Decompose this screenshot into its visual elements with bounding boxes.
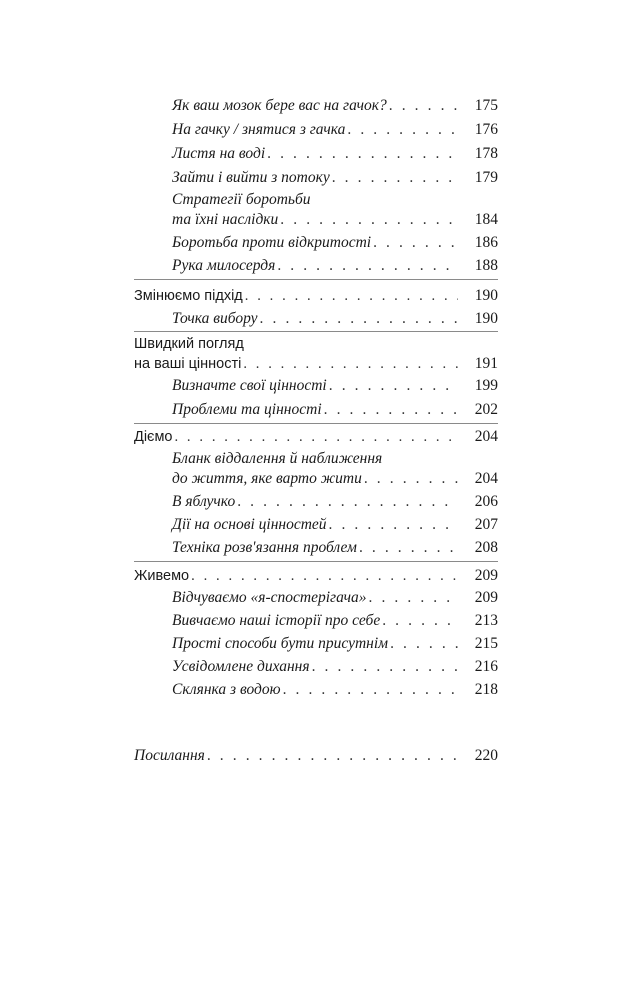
toc-page-number: 204 — [474, 470, 498, 487]
toc-page-number: 216 — [474, 658, 498, 675]
toc-page-number: 175 — [474, 97, 498, 114]
toc-page-number: 188 — [474, 257, 498, 274]
dot-leader — [277, 256, 458, 276]
toc-page-number: 186 — [474, 234, 498, 251]
toc-section-entry[interactable] — [134, 566, 498, 586]
toc-entry-title: Рука милосердя — [172, 257, 276, 274]
toc-page-number: 215 — [474, 635, 498, 652]
toc-page-number: 190 — [474, 287, 498, 304]
toc-entry-title: Листя на воді — [172, 145, 266, 162]
toc-entry[interactable] — [172, 120, 498, 140]
dot-leader — [324, 400, 458, 420]
dot-leader — [174, 427, 458, 447]
toc-entry[interactable] — [172, 233, 498, 253]
toc-entry-title: В яблучко — [172, 493, 236, 510]
toc-page-number: 179 — [474, 169, 498, 186]
toc-entry[interactable] — [172, 611, 498, 631]
toc-section-title-line2: на ваші цінності — [134, 356, 242, 372]
toc-entry-title-line1: Стратегії боротьби — [172, 191, 311, 208]
toc-entry-title: Боротьба проти відкритості — [172, 234, 372, 251]
section-divider — [134, 423, 498, 424]
toc-entry-title: Техніка розв'язання проблем — [172, 539, 357, 556]
dot-leader — [191, 566, 458, 586]
toc-page-number: 209 — [474, 567, 498, 584]
toc-section-entry[interactable] — [134, 354, 498, 374]
toc-entry-title: Проблеми та цінності — [172, 401, 322, 418]
toc-page-number: 208 — [474, 539, 498, 556]
dot-leader — [359, 538, 458, 558]
toc-page-number: 209 — [474, 589, 498, 606]
toc-entry-title-line2: та їхні наслідки — [172, 211, 279, 228]
dot-leader — [280, 210, 458, 230]
toc-entry-title: Визначте свої цінності — [172, 377, 327, 394]
dot-leader — [245, 286, 458, 306]
toc-page-number: 199 — [474, 377, 498, 394]
toc-entry[interactable] — [172, 657, 498, 677]
toc-entry-title-line2: до життя, яке варто жити — [172, 470, 362, 487]
section-divider — [134, 279, 498, 280]
toc-page-number: 178 — [474, 145, 498, 162]
toc-entry[interactable] — [172, 680, 498, 700]
section-divider — [134, 331, 498, 332]
toc-entry-title: Вивчаємо наші історії про себе — [172, 612, 381, 629]
toc-entry[interactable] — [172, 376, 498, 396]
toc-page-number: 213 — [474, 612, 498, 629]
toc-page-number: 207 — [474, 516, 498, 533]
toc-section-title: Діємо — [134, 429, 173, 445]
toc-section-title: Живемо — [134, 568, 190, 584]
toc-section-title: Змінюємо підхід — [134, 288, 243, 304]
toc-entry[interactable] — [172, 400, 498, 420]
toc-page-number: 206 — [474, 493, 498, 510]
toc-entry[interactable] — [172, 634, 498, 654]
dot-leader — [369, 588, 458, 608]
toc-entry[interactable] — [172, 309, 498, 329]
toc-entry[interactable] — [172, 469, 498, 489]
toc-page-number: 184 — [474, 211, 498, 228]
section-divider — [134, 561, 498, 562]
dot-leader — [312, 657, 458, 677]
toc-entry-title: Дії на основі цінностей — [172, 516, 327, 533]
toc-section-entry-line1 — [134, 334, 498, 354]
toc-page-number: 204 — [474, 428, 498, 445]
dot-leader — [260, 309, 458, 329]
toc-entry-title: Відчуваємо «я-спостерігача» — [172, 589, 367, 606]
toc-section-title-line1: Швидкий погляд — [134, 336, 244, 352]
dot-leader — [364, 469, 458, 489]
dot-leader — [390, 634, 458, 654]
toc-entry-title: Зайти і вийти з потоку — [172, 169, 330, 186]
dot-leader — [329, 515, 458, 535]
toc-entry-title: Склянка з водою — [172, 681, 281, 698]
dot-leader — [329, 376, 458, 396]
toc-entry[interactable] — [172, 515, 498, 535]
dot-leader — [382, 611, 458, 631]
toc-entry-title: Прості способи бути присутнім — [172, 635, 389, 652]
dot-leader — [347, 120, 458, 140]
toc-entry[interactable] — [172, 492, 498, 512]
toc-entry-title: Як ваш мозок бере вас на гачок? — [172, 97, 387, 114]
dot-leader — [332, 168, 458, 188]
toc-entry-title-line1: Бланк віддалення й наближення — [172, 450, 383, 467]
dot-leader — [207, 746, 458, 766]
toc-entry[interactable] — [172, 168, 498, 188]
toc-section-entry[interactable] — [134, 286, 498, 306]
toc-page-number: 202 — [474, 401, 498, 418]
dot-leader — [373, 233, 458, 253]
toc-references-title: Посилання — [134, 747, 205, 764]
toc-entry[interactable] — [172, 538, 498, 558]
dot-leader — [243, 354, 458, 374]
toc-page-number: 191 — [474, 355, 498, 372]
toc-page-number: 220 — [474, 747, 498, 764]
toc-entry-title: Усвідомлене дихання — [172, 658, 310, 675]
toc-entry[interactable] — [172, 144, 498, 164]
dot-leader — [237, 492, 458, 512]
toc-entry-title: Точка вибору — [172, 310, 258, 327]
dot-leader — [267, 144, 458, 164]
toc-page-number: 218 — [474, 681, 498, 698]
toc-section-entry[interactable] — [134, 427, 498, 447]
toc-entry-line1 — [172, 190, 498, 210]
toc-entry[interactable] — [172, 210, 498, 230]
dot-leader — [283, 680, 458, 700]
toc-entry-line1 — [172, 449, 498, 469]
dot-leader — [389, 96, 458, 116]
toc-page-number: 176 — [474, 121, 498, 138]
toc-references-entry[interactable] — [134, 746, 498, 766]
toc-entry[interactable] — [172, 96, 498, 116]
toc-entry[interactable] — [172, 256, 498, 276]
toc-entry-title: На гачку / знятися з гачка — [172, 121, 346, 138]
toc-entry[interactable] — [172, 588, 498, 608]
toc-page-number: 190 — [474, 310, 498, 327]
